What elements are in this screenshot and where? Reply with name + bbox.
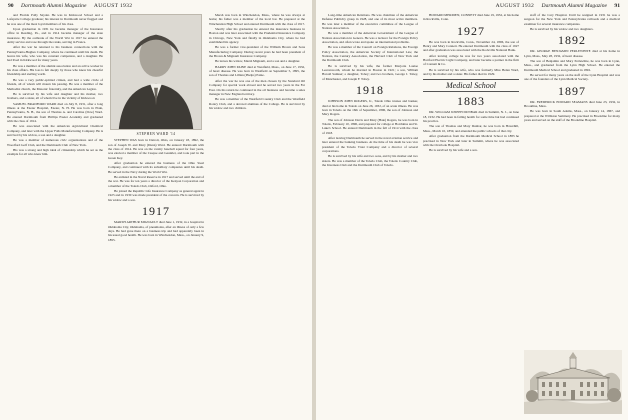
paragraph: After graduation he entered the business of the Ohio Steel Company, and continued with its subsidiary companies until his death. He served in the Navy during the World War.: [108, 161, 204, 174]
paragraph: After leaving college he was for two years associated with the Hartford Electric Light Company, and later became a partner in the firm of Connett & Co.: [423, 53, 519, 67]
campus-drawing: [524, 350, 622, 414]
left-page: [0, 0, 312, 420]
paragraph: After leaving Dartmouth he served in the naval aviation service and later entered the banking business. At the time of his death he was vice president of the Toledo Trust Company and a director of several corporations.: [322, 135, 418, 153]
paragraph: He is survived by his wife, the former Marjorie Louise Leavenworth, whom he married in Boston in 1921; a son, William Harold Sumner; a daughter, Tobey; and two brothers, George J. Tobey, of Manchester, and Joseph F. Tobey.: [322, 63, 418, 81]
class-year-heading: 1883: [457, 94, 485, 109]
class-year-heading: 1927: [457, 23, 485, 38]
paragraph: He served for many years on the staff of the Lynn Hospital and was one of the founders of the Lynn Medical Society.: [524, 73, 620, 82]
class-year-heading: 1892: [558, 33, 586, 48]
paragraph: HOWARD MERIDEN, CONNETT died June 19, 1932, at his home in Rockville, Conn.: [423, 13, 519, 22]
paragraph: He leaves his widow, Marsh Mignault, and a son and a daughter.: [215, 59, 301, 64]
left-column-3: [209, 13, 305, 414]
right-column-3: [524, 13, 620, 348]
class-year-heading: 1918: [356, 83, 384, 98]
magazine-title: Dartmouth Alumni Magazine: [21, 3, 87, 9]
paragraph: He joined the Republic Life Insurance Company as general agent in 1925 and in 1930 was made president of the concern. He is survived by his widow and a son.: [108, 189, 204, 202]
paragraph: DR. GEORGE BENJAMIN PERLEWHITE died at his home in Lynn, Mass., May 28, 1932, of heart disease.: [524, 49, 620, 58]
paragraph: STEPHEN WAS born in Detroit, Ohio, on January 18, 1892, the son of Joseph W. and Mary (Dunn) Ward. He entered Dartmouth with the class of 1914. He was on the varsity baseball squad for four years, was elected a member of the Casque and Gauntlet, and took part in the Green Key.: [108, 138, 204, 160]
campus-illustration: [524, 350, 622, 414]
paragraph: After the war he was one of the men chosen by the Standard Oil Company for special work abroad and he served two years in the Far East. On his return he continued in the oil business and became a sales manager in New England territory.: [209, 78, 305, 96]
paragraph: He was a member of the Westfield Country Club and the Westfield Rotary Club, and a devoted alumnus of the College. He is survived by his widow and two children.: [209, 97, 305, 110]
right-column-1: [322, 13, 418, 414]
left-column-2: [108, 13, 204, 414]
magazine-title: Dartmouth Alumni Magazine: [541, 3, 607, 9]
portrait-image: [111, 15, 201, 129]
paragraph: Long-time American Relations. He was chairman of the American Defense Publicity group in 1928, and one of its most active members. He was later a member of the executive committee of the League of Nations Association.: [322, 13, 418, 31]
right-page: [316, 0, 628, 420]
paragraph: He was born in South Adams, Mass., on January 14, 1867, and prepared at the Williston Seminary. He practised in Brookline for many years and served on the staff of the Brookline Hospital.: [524, 109, 620, 123]
paragraph: He was born in Rockville, Conn., November 24, 1896, the son of Henry and Mary Connett. He entered Dartmouth with the class of 1927 and after graduation was associated with the Rockville National Bank.: [423, 39, 519, 53]
class-year-heading: 1917: [142, 204, 170, 219]
page-number: 90: [8, 3, 14, 9]
paragraph: SAMUEL BRADFORD WARD died on July 8, 1931, after a long illness at the Exeter Hospital, Exeter, N. H. He was born in Plain, Pennsylvania, N. H., the son of Thomas A. and Caroline (Dow) Ward. He entered Dartmouth from Phillips Exeter Academy and graduated with the class of 1914.: [7, 101, 103, 123]
paragraph: He was a member of the Council on Foreign Relations, the Foreign Policy Association, the American Society of International Law, the Nations, the Century Association, the Harvard Club of New York and the Dartmouth Club.: [322, 45, 418, 63]
paragraph: He was a member of the alumni association and an active worker in his class affairs. His loss is felt deeply by those who knew his cheerful friendship and sterling worth.: [7, 63, 103, 77]
right-page-header: [324, 3, 620, 13]
paragraph: He was a former vice-president of the William Brown and Sons Manufacturing Company. During recent years he had been president of the Brown & Mignault Insurance Company.: [209, 45, 305, 59]
paragraph: He was associated with the American Agricultural Chemical Company, and later with the Upper Falls Manufacturing Company. He is survived by his widow, a son and a daughter.: [7, 124, 103, 137]
class-year-heading: 1897: [558, 83, 586, 98]
paragraph: He was a very public-spirited citizen, and had a wide circle of friends, all of whom will mourn his passing. He was a member of the Methodist church, the Masonic fraternity, and the American Legion.: [7, 77, 103, 91]
paragraph: Shortly after his graduation he entered the insurance business in Boston and was later associated with the Prudential Insurance Company in Chicago, New York and finally in Oklahoma City, where he had established his agency.: [209, 27, 305, 45]
paragraph: MARSH ARTHUR MIGNAULT died June 1, 1932, in a hospital in Oklahoma City, Oklahoma, of pneumonia, after an illness of only a few days. He had gone there on a business trip and had apparently been in his usual good health. He was born in Winchendon, Mass., on January 9, 1895.: [108, 220, 204, 242]
paragraph: The son of Johnson Davis and Mary (Hale) Rogers, he was born in Toledo, February 10, 1896, and prepared for college at Hotchkiss and St. Luke's School. He entered Dartmouth in the fall of 1914 with the class of 1918.: [322, 117, 418, 135]
paragraph: The son of Benjamin and Mary Perlewhite, he was born in Lynn, Mass., and graduated from the Lynn High School. He entered the Dartmouth Medical School and graduated in 1892.: [524, 59, 620, 72]
issue-date: AUGUST 1932: [495, 3, 535, 9]
paragraph: He is survived by his wife and daughter and his mother, two brothers, and a sister, all of whom live in the vicinity of Kirkwood.: [7, 91, 103, 101]
portrait-caption: STEPHEN WARD '14: [136, 132, 176, 136]
paragraph: and Florida Polly Snyder. He was in Kirkwood School and a Lafayette College graduate; his interest in Dartmouth never flagged and he was one of the most loyal members of his class.: [7, 13, 103, 26]
paragraph: HARRY JOHN PAINE died at Westfield, Mass., on June 17, 1932, of heart disease. He was born in Westfield on September 5, 1895, the son of Thomas and Lillian (Phelps) Paine.: [209, 64, 305, 78]
left-column-1: [7, 13, 103, 414]
paragraph: He is survived by his widow and two daughters.: [530, 27, 594, 32]
paragraph: DR. WILLIAM JOSEPH DUNBAR died in Summit, N. J., on June 18, 1932. He had been in failing health for some time but had continued his practice.: [423, 110, 519, 124]
section-title: Medical School: [423, 79, 519, 92]
paragraph: After graduation from the Dartmouth Medical School in 1883 he practised in New York and later in Summit, where he was associated with the Overlook Hospital.: [423, 134, 519, 147]
paragraph: He is survived by his wife and two sons, and by his mother and two sisters. He was a member of the Toledo Club, the Toledo Country Club, the Inverness Club and the Dartmouth Club of Toledo.: [322, 154, 418, 167]
paragraph: After the war he returned to his business connections with the Pennsylvania-Hughes Company, where he continued until his death. He leaves his wife, who was his constant companion, and a daughter. He had lived in Kirkwood for many years.: [7, 45, 103, 63]
paragraph: The son of Thomas and Mary Dunbar, he was born in Haverhill, Mass., March 10, 1859, and attended the public schools of that city.: [423, 124, 519, 133]
left-page-header: [8, 3, 304, 13]
paragraph: His was a strong and high ideal of citizenship which he set as the example for all who knew him.: [7, 147, 103, 157]
paragraph: He is survived by his wife, who was formerly Miss Helen Ward, and by his mother and a sister. His father died in 1929.: [423, 67, 519, 77]
paragraph: He enlisted in the Naval Reserve in 1917 and served until the end of the war. He was for ten years a director of the Kenyon Corporation and a member of the Toledo Club, Oxford, Ohio.: [108, 175, 204, 188]
issue-date: AUGUST 1932: [93, 3, 133, 9]
paragraph: He was a member of the American Government of the League of Nations Association in Geneva. He was a lecturer for the Foreign Policy Association, and often wrote and spoke on international problems.: [322, 31, 418, 45]
paragraph: DR. FREDERICK EDWARD SEAMANS died June 23, 1932, in Brookline, Mass.: [524, 99, 620, 109]
right-column-2: [423, 13, 519, 414]
portrait-photo: [110, 14, 202, 130]
paragraph: He is survived by his wife and a son.: [429, 148, 478, 153]
paragraph: Marsh was born in Winchendon, Mass., where he was always at home; his father was a member of the local bar. He prepared at the Winchendon High School and entered Dartmouth with the class of 1917.: [209, 13, 305, 26]
paragraph: JOHNSON JOHN ROGERS, Jr., Toledo Ohio trustee and banker, died at his home in Toledo on June 26, 1932, of an acute illness. He was born in Toledo on the 16th of September, 1896, the son of Johnson and Mary Rogers.: [322, 99, 418, 117]
paragraph: Upon graduation in 1931 he became manager of the Insurance office in Reading, Pa., and in 1914 became manager of the state insurance. By the outbreak of the World War in 1917 he entered the Army service and rose through the ranks, serving in France.: [7, 27, 103, 45]
page-number: 91: [614, 3, 620, 9]
paragraph: staff of the Cary Hospital. Until he resigned in 1931 he was a surgeon for the New York and Pennsylvania railroads and a medical examiner for several insurance companies.: [524, 13, 620, 26]
paragraph: He was a member of numerous civic organizations and of the Woodford Golf Club, and the Dartmouth Club of New York.: [7, 138, 103, 147]
